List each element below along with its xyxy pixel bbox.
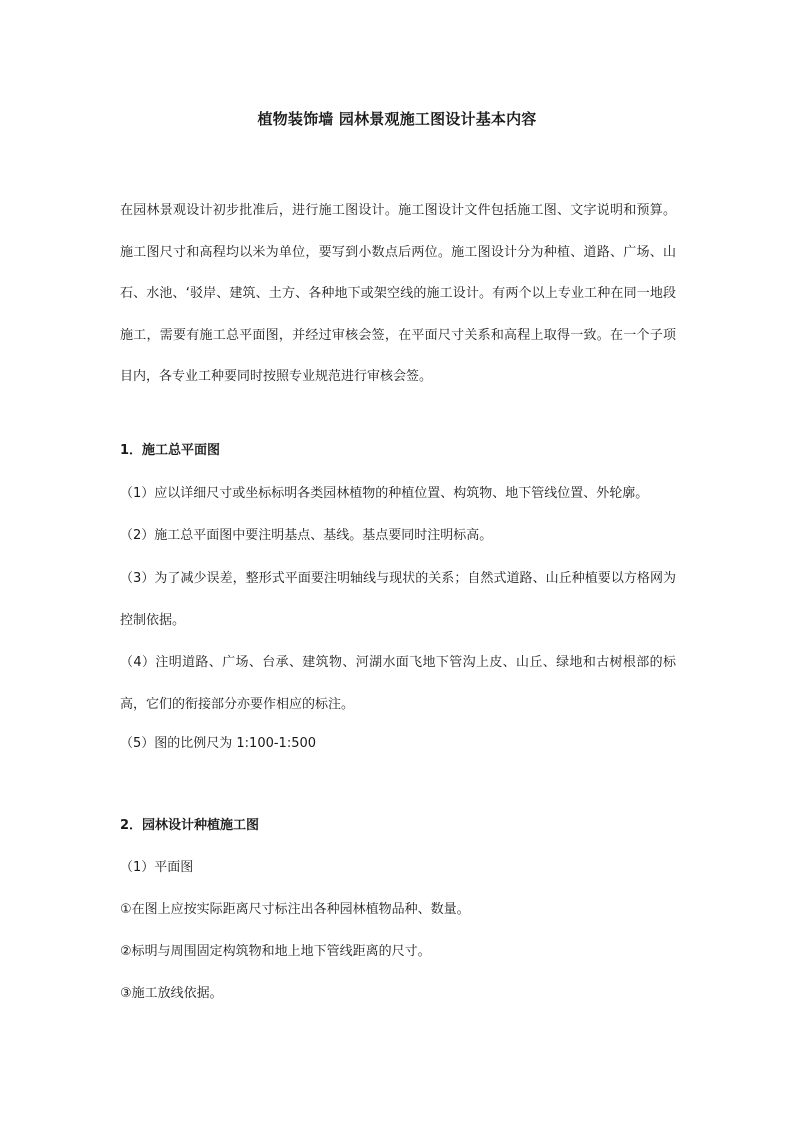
section-1-item-5: （5）图的比例尺为 1:100-1:500 xyxy=(120,736,317,751)
section-1-item-2: （2）施工总平面图中要注明基点、基线。基点要同时注明标高。 xyxy=(120,528,493,543)
section-2-item-4: ③施工放线依据。 xyxy=(120,986,223,1001)
intro-paragraph: 在园林景观设计初步批准后，进行施工图设计。施工图设计文件包括施工图、文字说明和预算。施工图尺寸和高程均以米为单位，要写到小数点后两位。施工图设计分为种植、道路、广场、山石、水池、‘驳岸、建筑、土方、各种地下或架空线的施工设计。有两个以上专业工种在同一地段施工，需要有施工总平面图，并经过审核会签，在平面尺寸关系和高程上取得一致。在一个子项目内，各专业工种要同时按照专业规范进行审核会签。 xyxy=(120,203,676,384)
document-title: 植物装饰墙 园林景观施工图设计基本内容 xyxy=(257,110,537,128)
section-1-item-4: （4）注明道路、广场、台承、建筑物、河湖水面飞地下管沟上皮、山丘、绿地和古树根部的标高，它们的衔接部分亦要作相应的标注。 xyxy=(120,655,676,712)
section-2-item-1: （1）平面图 xyxy=(120,860,194,875)
section-1-item-3: （3）为了减少误差，整形式平面要注明轴线与现状的关系；自然式道路、山丘种植要以方格网为控制依据。 xyxy=(120,571,676,628)
section-2-item-2: ①在图上应按实际距离尺寸标注出各种园林植物品种、数量。 xyxy=(120,902,470,917)
section-2-item-3: ②标明与周围固定构筑物和地上地下管线距离的尺寸。 xyxy=(120,944,431,959)
section-1-item-1: （1）应以详细尺寸或坐标标明各类园林植物的种植位置、构筑物、地下管线位置、外轮廓。 xyxy=(120,486,649,501)
section-2-heading: 2．园林设计种植施工图 xyxy=(120,818,260,833)
section-1-heading: 1．施工总平面图 xyxy=(120,443,221,458)
